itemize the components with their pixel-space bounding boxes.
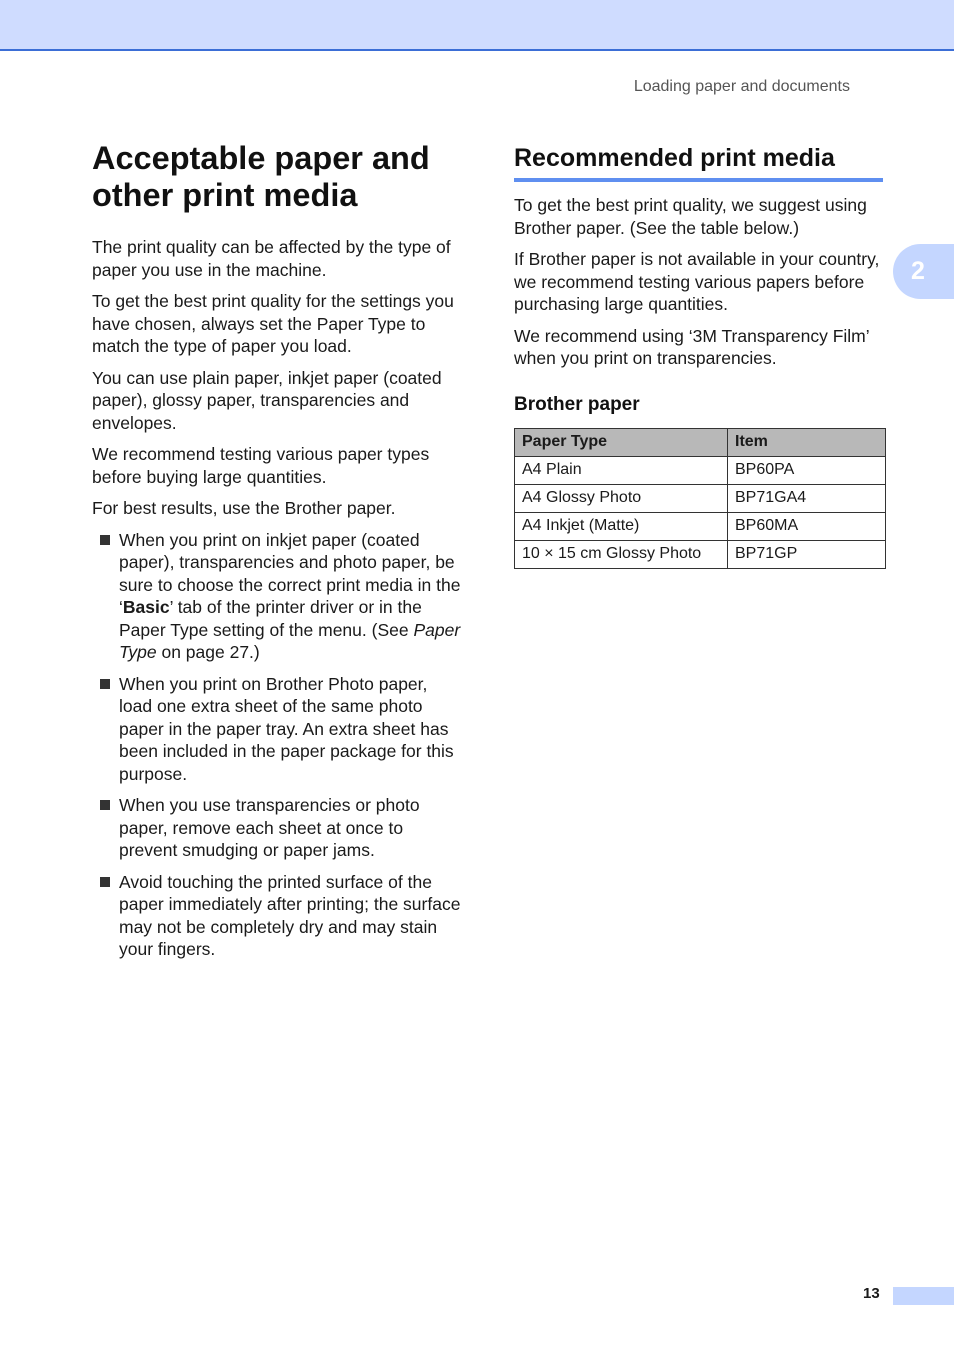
subheading-brother-paper: Brother paper xyxy=(514,393,640,415)
paragraph: If Brother paper is not available in your country, we recommend testing various papers before purchasing large quantities. xyxy=(514,249,880,314)
table-cell: A4 Inkjet (Matte) xyxy=(515,512,728,540)
paragraph: To get the best print quality, we suggest using Brother paper. (See the table below.) xyxy=(514,195,867,238)
square-bullet-icon xyxy=(100,800,110,810)
column-header: Paper Type xyxy=(515,428,728,456)
table-row xyxy=(515,512,886,540)
table-cell: BP60PA xyxy=(728,456,886,484)
table-cell: BP60MA xyxy=(728,512,886,540)
list-item: Avoid touching the printed surface of the paper immediately after printing; the surface may not be completely dry and may stain your fingers. xyxy=(92,871,464,961)
table-cell: A4 Glossy Photo xyxy=(515,484,728,512)
bullet-list xyxy=(92,529,464,961)
table-cell: A4 Plain xyxy=(515,456,728,484)
paragraph: You can use plain paper, inkjet paper (coated paper), glossy paper, transparencies and envelopes. xyxy=(92,367,442,433)
table-cell: BP71GA4 xyxy=(728,484,886,512)
list-item: When you print on Brother Photo paper, load one extra sheet of the same photo paper in the paper tray. An extra sheet has been included in the paper package for this purpose. xyxy=(92,673,464,786)
column-header: Item xyxy=(728,428,886,456)
square-bullet-icon xyxy=(100,877,110,887)
running-header: Loading paper and documents xyxy=(633,78,850,95)
table-cell: BP71GP xyxy=(728,540,886,568)
section-heading-recommended-media: Recommended print media xyxy=(514,140,883,182)
table-row xyxy=(515,540,886,568)
chapter-number: 2 xyxy=(911,257,925,285)
right-column xyxy=(514,140,886,569)
table-cell: 10 × 15 cm Glossy Photo xyxy=(515,540,728,568)
table-row xyxy=(515,456,886,484)
chapter-tab xyxy=(893,244,954,299)
brother-paper-table xyxy=(514,428,886,569)
bold-term-basic: Basic xyxy=(122,597,170,617)
section-heading-acceptable-media: Acceptable paper and other print media xyxy=(92,140,430,213)
left-column xyxy=(92,140,464,970)
cross-reference-paper-type: Paper Type xyxy=(119,619,461,662)
paragraph: For best results, use the Brother paper. xyxy=(92,498,396,518)
paragraph: The print quality can be affected by the type of paper you use in the machine. xyxy=(92,237,451,280)
list-item: When you print on inkjet paper (coated paper), transparencies and photo paper, be sure to choose the correct print media in the ‘Basic’ tab of the printer driver or in the Paper Type setting of the menu. (See Paper Type on page 27.) xyxy=(92,529,464,664)
paragraph: To get the best print quality for the settings you have chosen, always set the Paper Type to match the type of paper you load. xyxy=(92,291,454,356)
paragraph: We recommend testing various paper types before buying large quantities. xyxy=(92,444,430,487)
page-number: 13 xyxy=(863,1285,880,1302)
footer-band xyxy=(893,1287,954,1305)
table-header-row xyxy=(515,428,886,456)
header-band xyxy=(0,0,954,51)
square-bullet-icon xyxy=(100,679,110,689)
table-row xyxy=(515,484,886,512)
square-bullet-icon xyxy=(100,535,110,545)
paragraph: We recommend using ‘3M Transparency Film’ when you print on transparencies. xyxy=(514,325,869,368)
list-item: When you use transparencies or photo paper, remove each sheet at once to prevent smudging or paper jams. xyxy=(92,794,464,862)
